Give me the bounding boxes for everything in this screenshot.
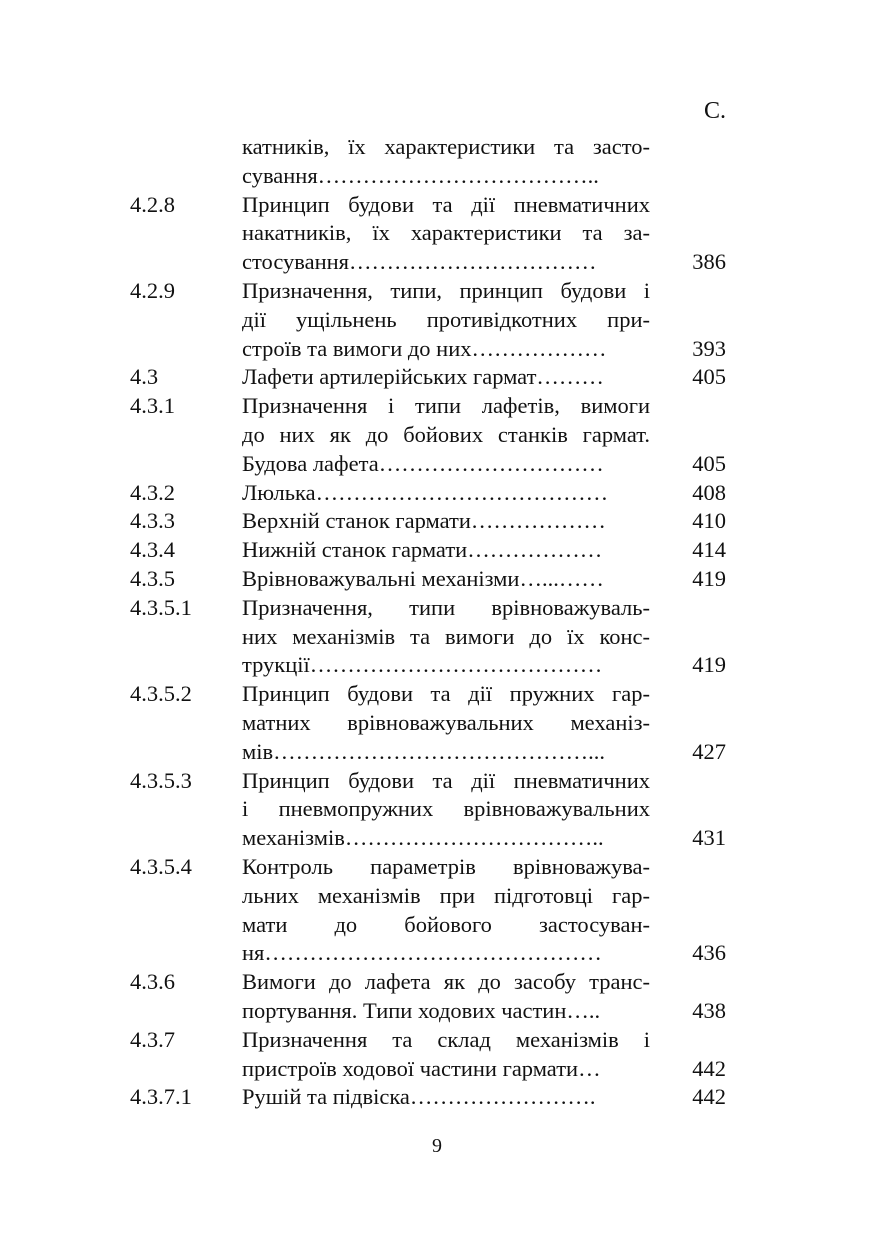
toc-entry-title-line: Призначення та склад механізмів і	[242, 1026, 650, 1052]
toc-entry-title	[242, 191, 650, 277]
toc-entry	[0, 191, 874, 277]
page-column-header: С.	[703, 98, 726, 124]
toc-entry-title-line: Верхній станок гармати………………	[242, 508, 606, 534]
toc-entry-title-line: до них як до бойових станків гармат.	[242, 421, 650, 447]
toc-entry-title	[242, 363, 650, 392]
toc-entry-title	[242, 507, 650, 536]
toc-entry-number: 4.3.7.1	[130, 1084, 192, 1110]
toc-entry	[0, 1083, 874, 1112]
toc-entry-number: 4.3.5.4	[130, 853, 192, 879]
toc-entry-number: 4.3.7	[130, 1026, 175, 1052]
toc-entry-title	[242, 479, 650, 508]
toc-entry-page: 414	[692, 537, 726, 563]
toc-entry-title-line: катників, їх характеристики та засто-	[242, 134, 650, 159]
toc-entry-title-line: Лафети артилерійських гармат………	[242, 364, 604, 390]
toc-entry-number: 4.3.5.2	[130, 681, 192, 707]
toc-entry-page: 386	[692, 249, 726, 275]
toc-entry	[0, 392, 874, 478]
toc-entry-number: 4.3.5	[130, 565, 175, 591]
toc-entry-title-line: них механізмів та вимоги до їх конс-	[242, 623, 650, 649]
toc-entry-page: 436	[692, 940, 726, 966]
toc-entry-page: 410	[692, 508, 726, 534]
toc-entry-title-line: строїв та вимоги до них………………	[242, 335, 607, 361]
toc-entry-title-line: пристроїв ходової частини гармати…	[242, 1055, 601, 1081]
toc-entry	[0, 594, 874, 680]
toc-entry-title-line: Рушій та підвіска…………………….	[242, 1084, 596, 1110]
toc-entry	[0, 363, 874, 392]
toc-entry-title-line: Вимоги до лафета як до засобу транс-	[242, 969, 650, 995]
toc-entry	[0, 1026, 874, 1084]
toc-entry-number: 4.2.8	[130, 191, 175, 217]
toc-entry-page: 427	[692, 738, 726, 764]
toc-entry	[0, 968, 874, 1026]
toc-entry-page: 405	[692, 364, 726, 390]
toc-entry-title	[242, 968, 650, 1026]
toc-entry-title-line: льних механізмів при підготовці гар-	[242, 882, 650, 908]
toc-entry-page: 393	[692, 335, 726, 361]
toc-entry-number: 4.3.1	[130, 393, 175, 419]
toc-entry-title-line: Призначення і типи лафетів, вимоги	[242, 393, 650, 419]
toc-entry-number: 4.3.4	[130, 537, 175, 563]
toc-entry-title-line: трукції…………………………………	[242, 652, 603, 678]
toc-entry-title-line: ня………………………………………	[242, 940, 602, 966]
toc-entry-title	[242, 536, 650, 565]
toc-entry-title-line: Врівноважувальні механізми…...……	[242, 565, 604, 591]
toc-entry-number: 4.3.3	[130, 508, 175, 534]
toc-entry-title-line: механізмів……………………………..	[242, 825, 604, 851]
toc-entry-title-line: Призначення, типи, принцип будови і	[242, 277, 650, 303]
toc-entry-title	[242, 680, 650, 766]
toc-entry-title-line: Нижній станок гармати………………	[242, 537, 603, 563]
toc-entry-title	[242, 853, 650, 968]
toc-entry-title-line: Контроль параметрів врівноважува-	[242, 853, 650, 879]
toc-entry	[0, 565, 874, 594]
toc-entry-title	[242, 392, 650, 478]
toc-entry-title-line: дії ущільнень противідкотних при-	[242, 306, 650, 332]
toc-entry-title-line: мати до бойового застосуван-	[242, 911, 650, 937]
toc-entry-page: 408	[692, 479, 726, 505]
toc-entry-title-line: сування………………………………..	[242, 162, 599, 188]
toc-entry	[0, 536, 874, 565]
toc-entry	[0, 277, 874, 363]
toc-entry-title	[242, 565, 650, 594]
toc-entry-title-line: мів……………………………………...	[242, 738, 605, 764]
toc-entry-page: 442	[692, 1084, 726, 1110]
page-number: 9	[432, 1135, 442, 1157]
toc-entry-title	[242, 594, 650, 680]
toc-entry-title-line: накатників, їх характеристики та за-	[242, 220, 650, 246]
toc-entry-title-line: Принцип будови та дії пружних гар-	[242, 681, 650, 707]
toc-entry-number: 4.3.5.3	[130, 767, 192, 793]
toc-entry-title	[242, 767, 650, 853]
toc-entry-title-line: Люлька…………………………………	[242, 479, 609, 505]
toc-entry-number: 4.3.6	[130, 969, 175, 995]
toc-entry	[0, 853, 874, 968]
toc-entry-title-line: і пневмопружних врівноважувальних	[242, 796, 650, 822]
toc-entry-number: 4.3.2	[130, 479, 175, 505]
toc-entry-number: 4.3.5.1	[130, 594, 192, 620]
table-of-contents	[0, 133, 874, 1112]
toc-entry-page: 431	[692, 825, 726, 851]
toc-entry-title-line: Принцип будови та дії пневматичних	[242, 767, 650, 793]
toc-entry-title-line: Будова лафета…………………………	[242, 450, 604, 476]
toc-entry	[0, 767, 874, 853]
toc-entry	[0, 133, 874, 191]
toc-entry	[0, 479, 874, 508]
toc-entry-title	[242, 277, 650, 363]
toc-entry-page: 419	[692, 565, 726, 591]
toc-entry	[0, 507, 874, 536]
toc-entry-title-line: Призначення, типи врівноважуваль-	[242, 594, 650, 620]
toc-entry-page: 419	[692, 652, 726, 678]
toc-entry-title	[242, 1083, 650, 1112]
toc-entry-number: 4.3	[130, 364, 159, 390]
toc-entry-title-line: стосування……………………………	[242, 249, 597, 275]
toc-entry-page: 442	[692, 1055, 726, 1081]
toc-entry-title-line: портування. Типи ходових частин…..	[242, 997, 601, 1023]
toc-entry-page: 438	[692, 997, 726, 1023]
toc-entry-title	[242, 133, 650, 191]
toc-entry-title-line: матних врівноважувальних механіз-	[242, 709, 650, 735]
toc-entry-page: 405	[692, 450, 726, 476]
toc-entry-title-line: Принцип будови та дії пневматичних	[242, 191, 650, 217]
toc-entry	[0, 680, 874, 766]
toc-entry-number: 4.2.9	[130, 277, 175, 303]
toc-entry-title	[242, 1026, 650, 1084]
